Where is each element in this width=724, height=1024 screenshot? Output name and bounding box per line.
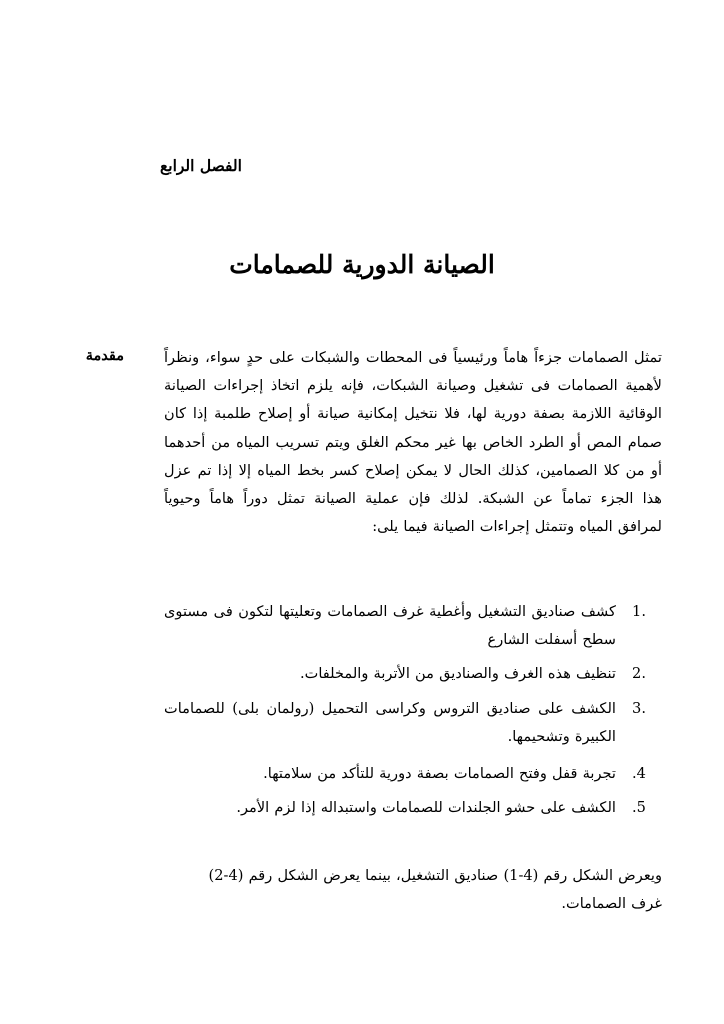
page-title: الصيانة الدورية للصمامات [229,249,495,279]
list-item [164,598,662,654]
list-item-number: .4 [632,765,646,783]
list-item-text: الكشف على صناديق التروس وكراسى التحميل (رولمان بلى) للصمامات الكبيرة وتشحيمها. [164,699,616,745]
list-item [164,794,662,822]
list-item-text: تجربة قفل وفتح الصمامات بصفة دورية للتأكد من سلامتها. [263,765,616,783]
list-item-number: .5 [632,799,646,817]
list-item-text: كشف صناديق التشغيل وأغطية غرف الصمامات وتعليتها لتكون فى مستوى سطح أسفلت الشارع [164,603,616,649]
closing-paragraph [164,862,662,918]
maintenance-steps-list [164,598,662,828]
intro-side-heading: مقدمة [85,347,124,364]
list-item-text: تنظيف هذه الغرف والصناديق من الأتربة والمخلفات. [299,665,616,683]
closing-line-1: ويعرض الشكل رقم (4-1) صناديق التشغيل، بينما يعرض الشكل رقم (4-2) [208,867,662,884]
list-item [164,660,662,688]
list-item-number: 2. [632,665,646,683]
closing-line-2: غرف الصمامات. [561,895,662,913]
list-item-number: 1. [632,603,646,620]
list-item [164,695,662,751]
list-item [164,760,662,788]
chapter-label: الفصل الرابع [160,156,242,175]
list-item-text: الكشف على حشو الجلندات للصمامات واستبداله إذا لزم الأمر. [236,799,616,817]
intro-section [62,344,662,541]
intro-paragraph: تمثل الصمامات جزءاً هاماً ورئيسياً فى المحطات والشبكات على حدٍ سواء، ونظراً لأهمية الصمامات فى تشغيل وصيانة الشبكات، فإنه يلزم اتخاذ إجراءات الصيانة الوقائية اللازمة بصفة دورية لها، فلا نتخيل إمكانية صيانة أو إصلاح طلمبة إذا كان صمام المص أو الطرد الخاص بها غير محكم الغلق ويتم تسريب المياه من أحدهما أو من كلا الصمامين، كذلك الحال لا يمكن إصلاح كسر بخط المياه إلا إذا تم عزل هذا الجزء تماماً عن الشبكة. لذلك فإن عملية الصيانة تمثل دوراً هاماً وحيوياً لمرافق المياه وتتمثل إجراءات الصيانة فيما يلى: [164,349,662,536]
list-item-number: 3. [632,699,646,717]
